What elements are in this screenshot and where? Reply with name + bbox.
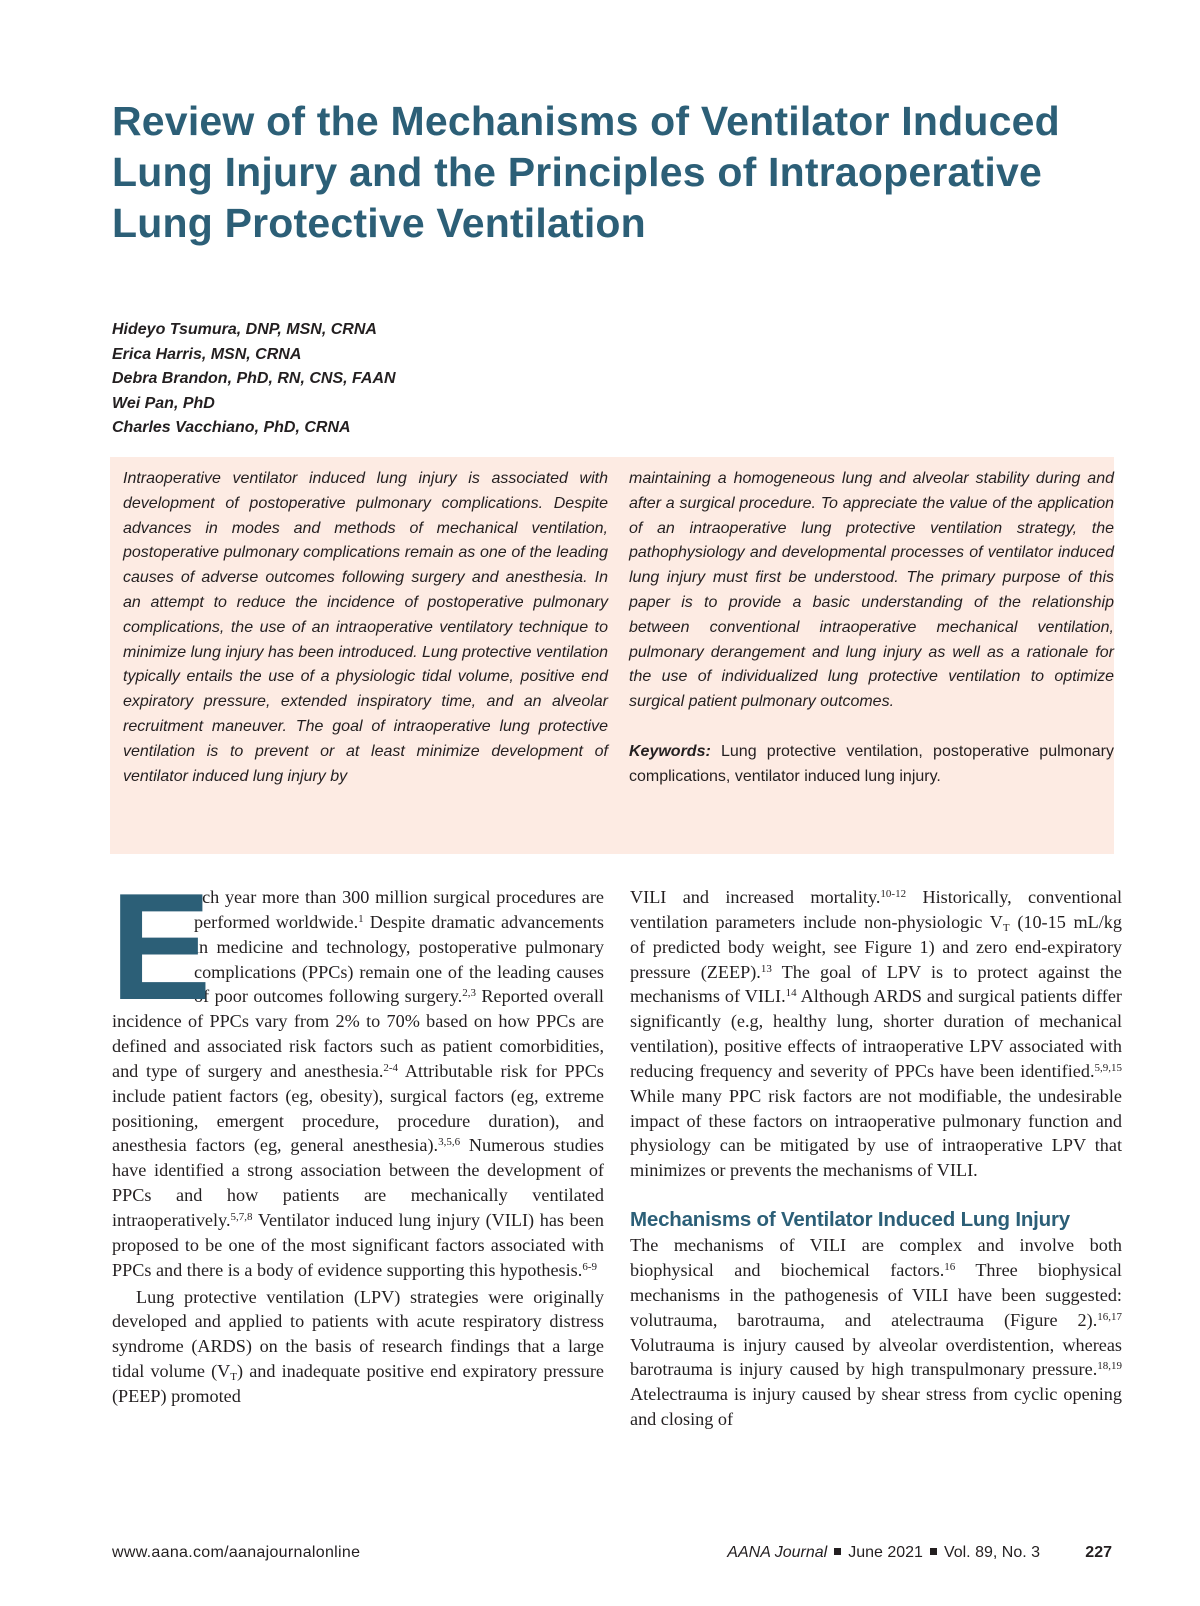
citation: 5,9,15 [1094, 1061, 1122, 1074]
author: Wei Pan, PhD [112, 394, 215, 412]
text-run: ach year more than 300 million surgical procedures are performed worldwide. [194, 887, 604, 932]
abstract-text-left: Intraoperative ventilator induced lung injury is associated with development of postoperative pulmonary complications. Despite advances in modes and methods of mechanical ventilation, postoperative pulmonary complications remain as one of the leading causes of adverse outcomes following surgery and anesthesia. In an attempt to reduce the incidence of postoperative pulmonary complications, the use of an intraoperative ventilatory technique to minimize lung injury has been introduced. Lung protective ventilation typically entails the use of a physiologic tidal volume, positive end expiratory pressure, extended inspiratory time, and an alveolar recruitment maneuver. The goal of intraoperative lung protective ventilation is to prevent or at least minimize development of ventilator induced lung injury by [123, 470, 608, 785]
page-number: 227 [1085, 1544, 1112, 1561]
text-run: Atelectrauma is injury caused by shear stress from cyclic opening and closing of [630, 1384, 1122, 1430]
text-run: (10-15 mL/kg of predicted body weight, see Figure 1) and zero end-expiratory pressure (ZEEP). [630, 911, 1122, 982]
text-run: Although ARDS and surgical patients differ significantly (e.g, healthy lung, shorter duration of mechanical ventilation), positive effects of intraoperative LPV associated with reducing frequency and severity of PPCs have been identified. [630, 986, 1122, 1081]
issue-date: June 2021 [848, 1544, 923, 1561]
drop-cap-letter: E [110, 862, 212, 1032]
abstract-column-right [629, 467, 1114, 789]
text-run: ) and inadequate positive end expiratory pressure (PEEP) promoted [112, 1361, 604, 1406]
drop-cap [110, 862, 212, 1032]
citation: 5,7,8 [230, 1210, 253, 1223]
text-run: Attributable risk for PPCs include patient factors (eg, obesity), surgical factors (eg, extreme positioning, emergent procedure, procedure duration), and anesthesia factors (eg, general anesthesia). [112, 1060, 604, 1156]
keywords [629, 740, 1114, 790]
text-run: Ventilator induced lung injury (VILI) has been proposed to be one of the most significant factors associated with PPCs and there is a body of evidence supporting this hypothesis. [112, 1209, 604, 1280]
text-run: While many PPC risk factors are not modifiable, the undesirable impact of these factors on intraoperative pulmonary function and physiology can be mitigated by use of intraoperative LPV that minimizes or prevents the mechanisms of VILI. [630, 1085, 1122, 1181]
abstract-box [110, 457, 1114, 854]
text-run: Reported overall incidence of PPCs vary from 2% to 70% based on how PPCs are defined and associated risk factors such as patient comorbidities, and type of surgery and anesthesia. [112, 986, 604, 1081]
author: Charles Vacchiano, PhD, CRNA [112, 419, 351, 436]
page-footer [112, 1544, 1112, 1568]
author: Debra Brandon, PhD, RN, CNS, FAAN [112, 370, 396, 387]
keywords-text: Lung protective ventilation, postoperative pulmonary complications, ventilator induced lung injury. [629, 742, 1114, 785]
author: Hideyo Tsumura, DNP, MSN, CRNA [112, 321, 377, 338]
citation: 1 [358, 912, 364, 925]
citation: 16 [944, 1260, 956, 1273]
author: Erica Harris, MSN, CRNA [112, 345, 302, 363]
square-bullet-icon [930, 1548, 937, 1555]
body-paragraph [112, 1285, 604, 1409]
author-list [112, 318, 812, 441]
citation: 2-4 [383, 1061, 399, 1074]
body-column-right [630, 885, 1122, 1432]
abstract-column-left [123, 467, 608, 789]
body-paragraph [630, 1233, 1122, 1432]
volume-issue: Vol. 89, No. 3 [943, 1544, 1040, 1561]
journal-name: AANA Journal [727, 1544, 828, 1561]
abstract-text-right: maintaining a homogeneous lung and alveolar stability during and after a surgical procedure. To appreciate the value of the application of an intraoperative lung protective ventilation strategy, the pathophysiology and developmental processes of ventilator induced lung injury must first be understood. The primary purpose of this paper is to provide a basic understanding of the relationship between conventional intraoperative mechanical ventilation, pulmonary derangement and lung injury as well as a rationale for the use of individualized lung protective ventilation to optimize surgical patient pulmonary outcomes. [629, 470, 1114, 711]
text-run: Volutrauma is injury caused by alveolar overdistention, whereas barotrauma is injury caused by high transpulmonary pressure. [630, 1334, 1122, 1380]
journal-url[interactable]: www.aana.com/aanajournalonline [112, 1544, 361, 1561]
body-column-left [110, 862, 604, 1409]
section-heading: Mechanisms of Ventilator Induced Lung Injury [630, 1208, 1070, 1232]
citation: 18,19 [1097, 1360, 1122, 1373]
keywords-label: Keywords: [629, 742, 711, 760]
citation: 6-9 [582, 1260, 597, 1273]
square-bullet-icon [834, 1548, 841, 1555]
citation: 13 [760, 962, 772, 975]
text-run: Three biophysical mechanisms in the pathogenesis of VILI have been suggested: volutrauma, barotrauma, and atelectrauma (Figure 2). [630, 1259, 1122, 1330]
text-run: Lung protective ventilation (LPV) strategies were originally developed and applied to patients with acute respiratory distress syndrome (ARDS) on the basis of research findings that a large tidal volume (V [112, 1286, 604, 1382]
citation: 2,3 [462, 987, 476, 1000]
citation: 10-12 [880, 888, 907, 900]
citation: 3,5,6 [438, 1136, 461, 1149]
text-run: Numerous studies have identified a strong association between the development of PPCs and how patients are mechanically ventilated intraoperatively. [112, 1135, 604, 1230]
text-run: VILI and increased mortality. [630, 887, 881, 907]
subscript: T [230, 1371, 238, 1384]
body-paragraph [630, 885, 1122, 1183]
text-run: Despite dramatic advancements in medicine and technology, postoperative pulmonary complications (PPCs) remain one of the leading causes of poor outcomes following surgery. [194, 911, 604, 1007]
citation: 16,17 [1097, 1310, 1122, 1323]
journal-citation [727, 1544, 1040, 1562]
article-title: Review of the Mechanisms of Ventilator Induced Lung Injury and the Principles of Intraoperative Lung Protective Ventilation [112, 98, 1060, 246]
text-run: The mechanisms of VILI are complex and involve both biophysical and biochemical factors. [630, 1235, 1122, 1280]
body-paragraph [110, 862, 604, 1283]
text-run: Historically, conventional ventilation parameters include non-physiologic V [630, 887, 1122, 932]
subscript: T [1002, 921, 1010, 934]
text-run: The goal of LPV is to protect against the mechanisms of VILI. [630, 961, 1122, 1007]
citation: 14 [785, 987, 797, 1000]
